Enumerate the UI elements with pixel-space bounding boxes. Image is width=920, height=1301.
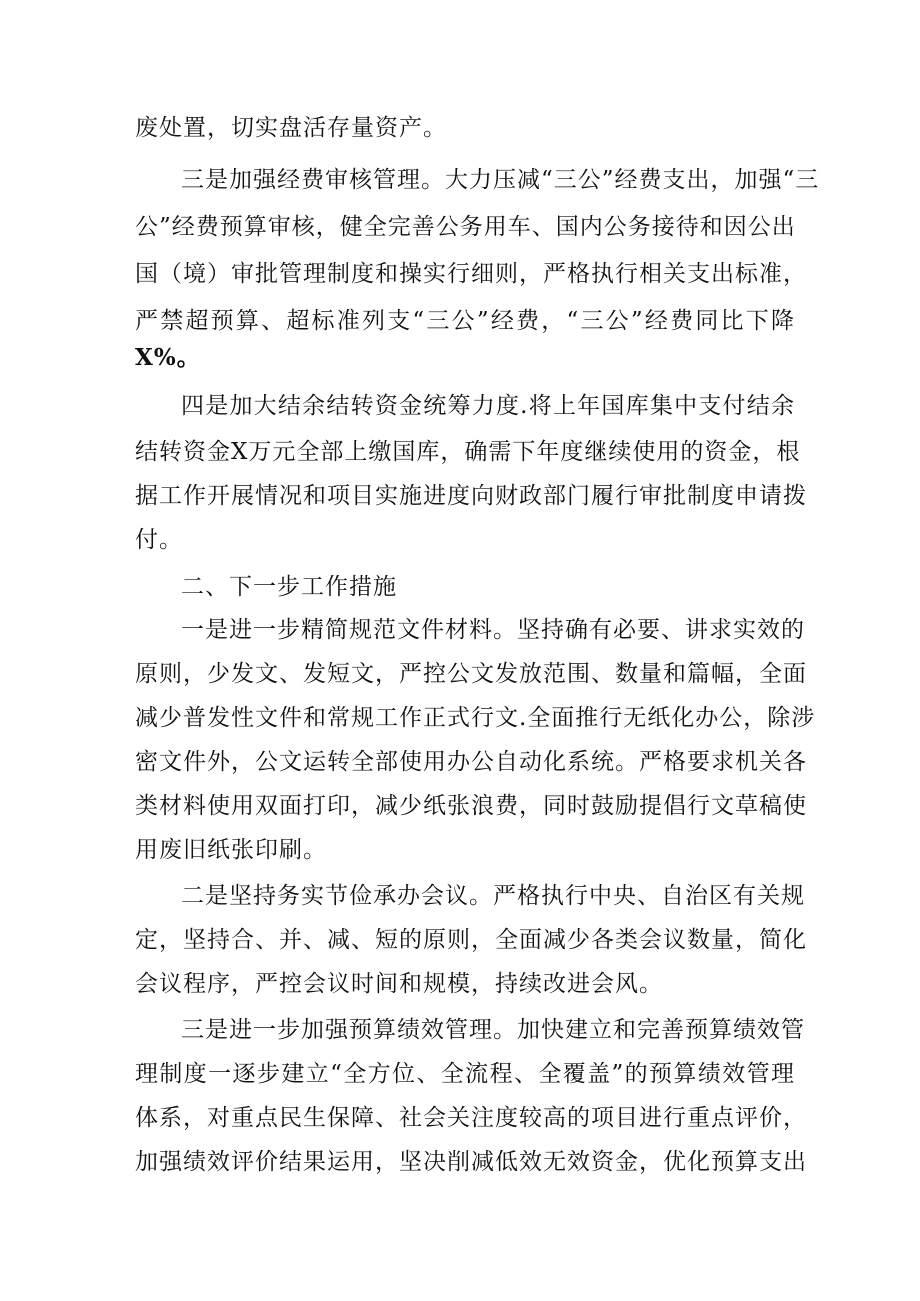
paragraph-line: 会议程序，严控会议时间和规模，持续改进会风。 bbox=[135, 971, 663, 997]
paragraph-line: 减少普发性文件和常规工作正式行文.全面推行无纸化办公，除涉 bbox=[135, 705, 816, 731]
paragraph-line: 公”经费预算审核，健全完善公务用车、国内公务接待和因公出 bbox=[135, 214, 796, 240]
paragraph-line: 废处置，切实盘活存量资产。 bbox=[135, 115, 447, 141]
paragraph-line: 付。 bbox=[135, 527, 183, 553]
paragraph-line: 三是进一步加强预算绩效管理。加快建立和完善预算绩效管 bbox=[181, 1017, 805, 1043]
paragraph-line: 理制度一逐步建立“全方位、全流程、全覆盖”的预算绩效管理 bbox=[135, 1061, 795, 1087]
paragraph-line: 结转资金X万元全部上缴国库，确需下年度继续使用的资金，根 bbox=[135, 439, 801, 465]
paragraph-line: 原则，少发文、发短文，严控公文发放范围、数量和篇幅，全面 bbox=[135, 661, 807, 687]
paragraph-line: 类材料使用双面打印，减少纸张浪费，同时鼓励提倡行文草稿使 bbox=[135, 793, 807, 819]
paragraph-line: 密文件外，公文运转全部使用办公自动化系统。严格要求机关各 bbox=[135, 749, 807, 775]
paragraph-line: 二是坚持务实节俭承办会议。严格执行中央、自治区有关规 bbox=[181, 883, 805, 909]
paragraph-line: 国（境）审批管理制度和操实行细则，严格执行相关支出标准， bbox=[135, 261, 807, 287]
paragraph-line: 严禁超预算、超标准列支“三公”经费，“三公”经费同比下降 bbox=[135, 308, 795, 334]
paragraph-line: 定，坚持合、并、减、短的原则，全面减少各类会议数量，简化 bbox=[135, 927, 807, 953]
paragraph-line: X%。 bbox=[135, 344, 201, 371]
paragraph-line: 三是加强经费审核管理。大力压减“三公”经费支出，加强“三 bbox=[181, 167, 820, 193]
paragraph-line: 据工作开展情况和项目实施进度向财政部门履行审批制度申请拨 bbox=[135, 483, 807, 509]
paragraph-line: 四是加大结余结转资金统筹力度.将上年国库集中支付结余 bbox=[181, 393, 795, 419]
paragraph-line: 体系，对重点民生保障、社会关注度较高的项目进行重点评价， bbox=[135, 1105, 807, 1131]
paragraph-line: 加强绩效评价结果运用，坚决削减低效无效资金，优化预算支出 bbox=[135, 1149, 807, 1175]
paragraph-line: 一是进一步精简规范文件材料。坚持确有必要、讲求实效的 bbox=[181, 617, 805, 643]
section-heading: 二、下一步工作措施 bbox=[181, 574, 397, 600]
paragraph-line: 用废旧纸张印刷。 bbox=[135, 837, 327, 863]
